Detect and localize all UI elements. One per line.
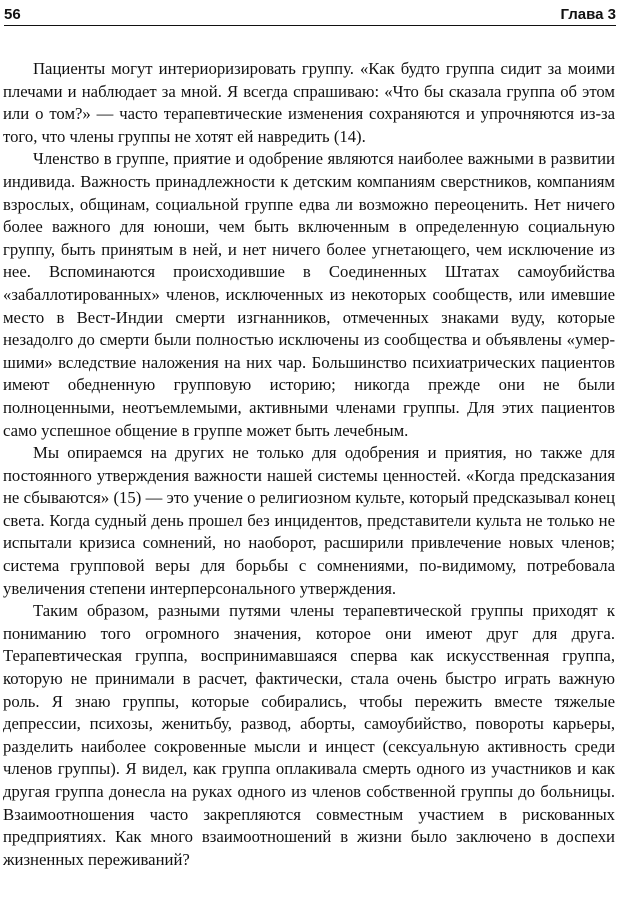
running-header bbox=[4, 0, 616, 24]
paragraph: Таким образом, разными путями члены терапевтической группы приходят к пониманию того огромного значения, которое они имеют друг для друга. Терапевтическая группа, воспринимавшаяся сперва как искусственная группа, которую не принимали в расчет, фактически, стала очень быстро играть важную роль. Я знаю группы, которые собирались, чтобы пережить вместе тяжелые депрессии, психозы, женитьбу, развод, аборты, самоубийство, повороты карьеры, разделить наиболее сокровенные мысли и инцест (сексуальную активность среди членов группы). Я видел, как группа оплакивала смерть одного из участников и как другая группа донесла на руках одного из членов собственной группы до больницы. Взаимоотношения часто закрепляются совместным участием в рискованных предприятиях. Как много взаимоотношений в жизни было заключено в доспехи жизненных переживаний? bbox=[3, 601, 615, 869]
header-rule bbox=[4, 25, 616, 26]
page-number: 56 bbox=[4, 6, 21, 23]
paragraph: Пациенты могут интериоризировать группу. «Как будто группа сидит за моими плечами и наблюдает за мной. Я всегда спрашиваю: «Что бы сказала группа об этом или о том?» — часто терапевтические изменения сохраняются и упрочняются из-за того, что члены группы не хотят ей навредить (14). bbox=[3, 59, 615, 146]
chapter-title: Глава 3 bbox=[560, 6, 616, 23]
paragraph: Членство в группе, приятие и одобрение являются наиболее важными в развитии индивида. Важность принадлежности к детским компаниям сверстников, компаниям взрослых, общинам, социальной группе едва ли возможно переоценить. Нет ничего более важного для юноши, чем быть включенным в определенную социальную группу, быть принятым в ней, и нет ничего более угнетающего, чем исключение из нее. Вспоминаются происходившие в Соединенных Штатах самоубийства «забаллотированных» членов, исключенных из некоторых сообществ, или имевшие место в Вест-Индии смерти изгнанников, отмеченных знаками вуду, которые незадолго до смерти были полностью исключены из сообщества и объявлены «умершими» вследствие наложения на них чар. Большинство психиатрических пациентов имеют обедненную групповую историю; никогда прежде они не были полноценными, неотъемлемыми, активными членами группы. Для этих пациентов само успешное общение в группе может быть лечебным. bbox=[3, 149, 615, 440]
body-text bbox=[3, 58, 615, 871]
paragraph: Мы опираемся на других не только для одобрения и приятия, но также для постоянного утверждения важности нашей системы ценностей. «Когда предсказания не сбываются» (15) — это учение о религиозном культе, который предсказывал конец света. Когда судный день прошел без инцидентов, представители культа не только не испытали кризиса сомнений, но наоборот, расширили привлечение новых членов; система групповой веры для борьбы с сомнениями, по-видимому, потребовала увеличения степени интерперсонального утверждения. bbox=[3, 443, 615, 598]
